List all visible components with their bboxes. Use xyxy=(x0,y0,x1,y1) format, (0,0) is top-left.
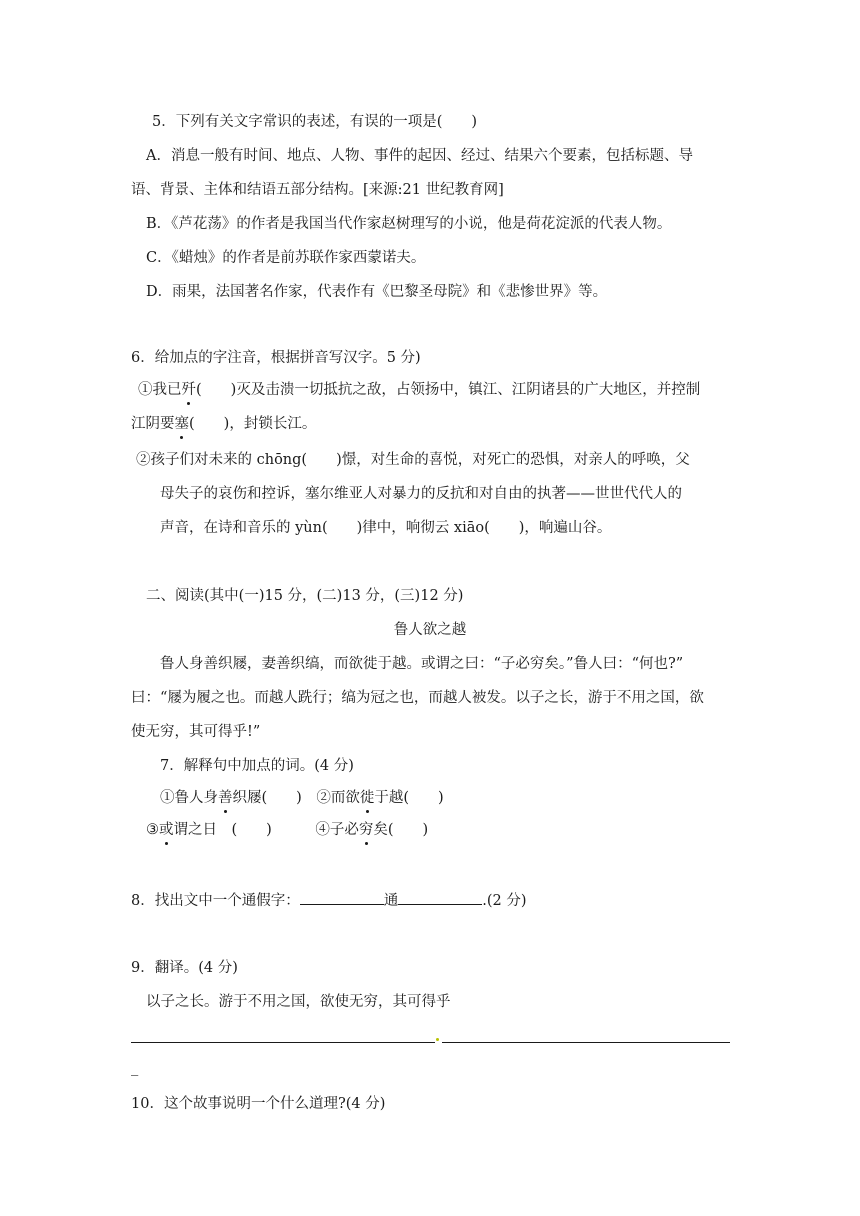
q7-row2-b: 谓之日 ( ) ④子必 xyxy=(173,822,359,838)
passage-line3: 使无穷，其可得乎!” xyxy=(131,724,261,740)
answer-line-right[interactable] xyxy=(442,1042,730,1043)
q6-item2-line3: 声音，在诗和音乐的 yùn( )律中，响彻云 xiāo( )，响遍山谷。 xyxy=(160,520,612,536)
q5-option-d: D．雨果，法国著名作家，代表作有《巴黎圣母院》和《悲惨世界》等。 xyxy=(146,284,608,300)
q7-row1 xyxy=(160,788,444,808)
q5-option-c: C．《蜡烛》的作者是前苏联作家西蒙诺夫。 xyxy=(146,250,426,266)
q5-option-a-line2: 语、背景、主体和结语五部分结构。[来源:21 世纪教育网] xyxy=(131,182,504,198)
q7-stem: 7．解释句中加点的词。(4 分) xyxy=(160,758,354,774)
q9-trailing-underscore: _ xyxy=(131,1060,139,1076)
answer-blank-1[interactable] xyxy=(300,890,384,905)
q6-item1-line1 xyxy=(138,380,700,400)
q7-row2-c: 矣( ) xyxy=(373,822,429,838)
q7-row1-b: 织屦( ) ②而欲 xyxy=(232,790,360,806)
answer-blank-2[interactable] xyxy=(398,890,482,905)
emphasis-dot-char: 穷 xyxy=(358,822,374,838)
q7-row1-a: ①鲁人身 xyxy=(160,790,218,806)
q7-row2 xyxy=(146,820,428,840)
q8-connector: 通 xyxy=(383,893,399,909)
answer-line-left[interactable] xyxy=(131,1042,435,1043)
emphasis-dot-char: 歼 xyxy=(181,382,196,398)
q8-stem: 8．找出文中一个通假字： xyxy=(131,893,300,909)
emphasis-dot-char: 善 xyxy=(218,790,233,806)
q6-item1-line2-a: 江阴要 xyxy=(131,416,175,432)
q6-item1-line2-b: ( )，封锁长江。 xyxy=(189,416,317,432)
passage-title: 鲁人欲之越 xyxy=(393,622,467,638)
q6-item2-line1: ②孩子们对未来的 chōng( )憬，对生命的喜悦，对死亡的恐惧，对亲人的呼唤，父 xyxy=(136,452,690,468)
q8-line xyxy=(131,890,527,911)
q6-item1-text-a: ①我已 xyxy=(138,382,182,398)
q9-stem: 9．翻译。(4 分) xyxy=(131,960,238,976)
section-heading: 二、阅读(其中(一)15 分，(二)13 分，(三)12 分) xyxy=(146,588,464,604)
q5-stem: 5．下列有关文字常识的表述，有误的一项是( ) xyxy=(152,114,478,130)
passage-line2: 曰：“屦为履之也。而越人跣行；缟为冠之也，而越人被发。以子之长，游于不用之国，欲 xyxy=(131,690,704,706)
emphasis-dot-char: 塞 xyxy=(174,416,189,432)
q9-sentence: 以子之长。游于不用之国，欲使无穷，其可得乎 xyxy=(146,994,451,1010)
emphasis-dot-char: 或 xyxy=(159,822,174,838)
q6-item1-text-b: ( )灭及击溃一切抵抗之敌，占领扬中，镇江、江阴诸县的广大地区，并控制 xyxy=(196,382,701,398)
q6-item2-line2: 母失子的哀伤和控诉，塞尔维亚人对暴力的反抗和对自由的执著——世世代代人的 xyxy=(160,486,682,502)
q7-row2-a: ③ xyxy=(146,822,159,838)
q5-option-b: B．《芦花荡》的作者是我国当代作家赵树理写的小说，他是荷花淀派的代表人物。 xyxy=(146,216,672,232)
q8-points: .(2 分) xyxy=(482,893,527,909)
q5-option-a-line1: A．消息一般有时间、地点、人物、事件的起因、经过、结果六个要素，包括标题、导 xyxy=(146,148,693,164)
passage-line1: 鲁人身善织屦，妻善织缟，而欲徙于越。或谓之曰：“子必穷矣。”鲁人曰：“何也?” xyxy=(160,656,684,672)
q7-row1-c: 于越( ) xyxy=(374,790,444,806)
q6-item1-line2 xyxy=(131,414,316,434)
q6-stem: 6．给加点的字注音，根据拼音写汉字。5 分) xyxy=(131,350,421,366)
marker-dot xyxy=(436,1038,439,1041)
emphasis-dot-char: 徙 xyxy=(359,790,375,806)
q10-stem: 10．这个故事说明一个什么道理?(4 分) xyxy=(131,1096,386,1112)
